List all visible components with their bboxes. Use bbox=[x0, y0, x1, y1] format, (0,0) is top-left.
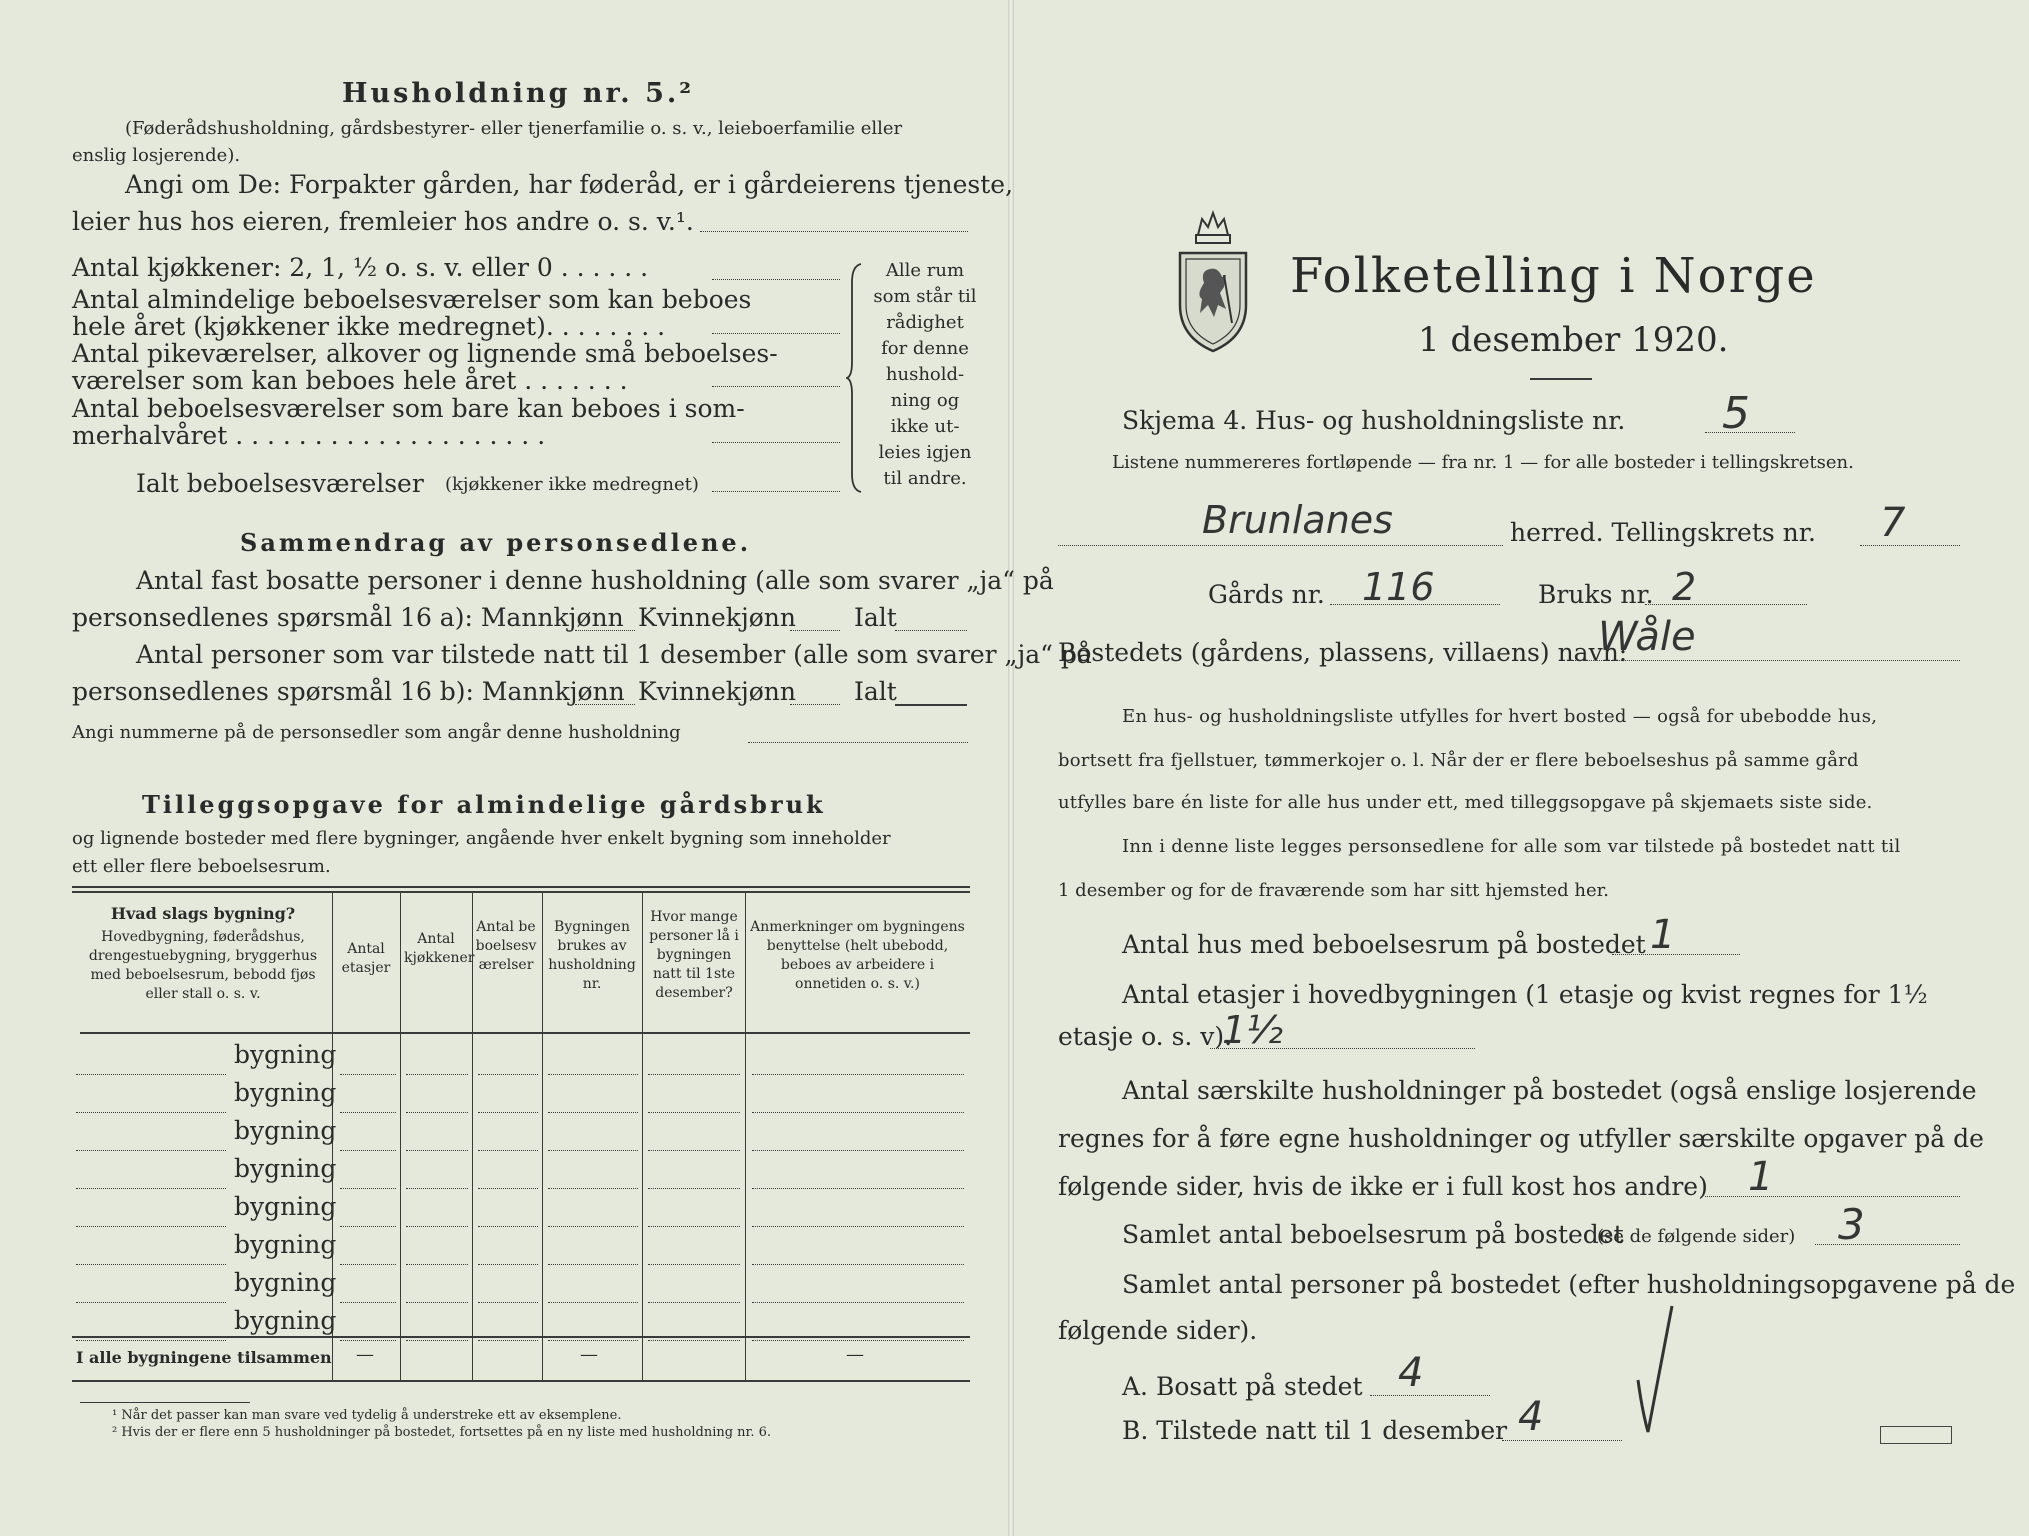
row-fill-line bbox=[752, 1074, 964, 1075]
building-row-label: bygning bbox=[234, 1154, 337, 1183]
rooms-summer-1: Antal beboelsesværelser som bare kan beboes i som- bbox=[72, 394, 745, 423]
row-fill-line bbox=[478, 1112, 538, 1113]
row-fill-line bbox=[340, 1074, 396, 1075]
ialt-label: Ialt beboelsesværelser bbox=[136, 469, 424, 498]
row-fill-line bbox=[548, 1112, 638, 1113]
summary-line-2: personsedlenes spørsmål 16 a): Mannkjønn bbox=[72, 603, 624, 632]
footnote-2: ² Hvis der er flere enn 5 husholdninger på bostedet, fortsettes på en ny liste med husholdning nr. 6. bbox=[112, 1425, 772, 1440]
a-bosatt-label: A. Bosatt på stedet bbox=[1122, 1372, 1363, 1401]
q-sarskilte-line-2: regnes for å føre egne husholdninger og utfyller særskilte opgaver på de bbox=[1058, 1124, 1984, 1153]
row-fill-line bbox=[648, 1188, 740, 1189]
para2-line-2: 1 desember og for de fraværende som har sitt hjemsted her. bbox=[1058, 880, 1609, 901]
building-row-label: bygning bbox=[234, 1116, 337, 1145]
angi-line-2: leier hus hos eieren, fremleier hos andre o. s. v.¹. bbox=[72, 207, 694, 236]
building-row-label: bygning bbox=[234, 1192, 337, 1221]
row-fill-line bbox=[478, 1188, 538, 1189]
skjema-label: Skjema 4. Hus- og husholdningsliste nr. bbox=[1122, 406, 1626, 435]
row-fill-line bbox=[548, 1226, 638, 1227]
row-fill-line bbox=[648, 1226, 740, 1227]
intro-line-2: enslig losjerende). bbox=[72, 145, 241, 166]
ialt-note: (kjøkkener ikke medregnet) bbox=[445, 474, 699, 495]
angi-line-1: Angi om De: Forpakter gården, har føderåd, er i gårdeierens tjeneste, bbox=[125, 170, 1014, 199]
krets-value[interactable]: 7 bbox=[1880, 500, 1906, 546]
q-sarskilte-value[interactable]: 1 bbox=[1748, 1154, 1774, 1200]
row-fill-line bbox=[340, 1112, 396, 1113]
page-fold bbox=[1008, 0, 1014, 1536]
q-samlet-pers-line-1: Samlet antal personer på bostedet (efter husholdningsopgavene på de bbox=[1122, 1270, 2016, 1299]
total-label: I alle bygningene tilsammen bbox=[76, 1348, 332, 1367]
q-etasjer-line-1: Antal etasjer i hovedbygningen (1 etasje og kvist regnes for 1½ bbox=[1122, 980, 1928, 1009]
row-fill-line bbox=[648, 1340, 740, 1341]
bosted-label: Bostedets (gårdens, plassens, villaens) navn: bbox=[1058, 638, 1628, 667]
row-fill-line bbox=[76, 1112, 226, 1113]
row-fill-line bbox=[76, 1226, 226, 1227]
row-fill-line bbox=[76, 1188, 226, 1189]
row-fill-line bbox=[76, 1302, 226, 1303]
row-fill-line bbox=[406, 1226, 468, 1227]
building-row-label: bygning bbox=[234, 1306, 337, 1335]
rooms-summer-2: merhalvåret . . . . . . . . . . . . . . . . . . . . bbox=[72, 421, 546, 450]
building-row-label: bygning bbox=[234, 1230, 337, 1259]
bruks-value[interactable]: 2 bbox=[1672, 565, 1697, 609]
summary-title: Sammendrag av personsedlene. bbox=[240, 528, 752, 557]
row-fill-line bbox=[752, 1112, 964, 1113]
rooms-ordinary-2: hele året (kjøkkener ikke medregnet). . . . . . . . bbox=[72, 312, 666, 341]
para1-line-2: bortsett fra fjellstuer, tømmerkojer o. l. Når der er flere beboelseshus på samme gård bbox=[1058, 750, 1859, 771]
row-fill-line bbox=[548, 1302, 638, 1303]
row-fill-line bbox=[548, 1074, 638, 1075]
row-fill-line bbox=[548, 1188, 638, 1189]
row-fill-line bbox=[406, 1302, 468, 1303]
a-bosatt-value[interactable]: 4 bbox=[1398, 1350, 1424, 1396]
norwegian-coat-of-arms-icon bbox=[1170, 205, 1256, 355]
checkmark-icon bbox=[1632, 1300, 1682, 1440]
q-hus-label: Antal hus med beboelsesrum på bostedet bbox=[1122, 930, 1646, 959]
row-fill-line bbox=[406, 1264, 468, 1265]
row-fill-line bbox=[478, 1226, 538, 1227]
rooms-kitchens: Antal kjøkkener: 2, 1, ½ o. s. v. eller 0 . . . . . . bbox=[72, 253, 649, 282]
building-row-label: bygning bbox=[234, 1078, 337, 1107]
row-fill-line bbox=[340, 1188, 396, 1189]
intro-line-1: (Føderådshusholdning, gårdsbestyrer- eller tjenerfamilie o. s. v., leieboerfamilie eller bbox=[125, 118, 903, 139]
herred-label: herred. Tellingskrets nr. bbox=[1510, 518, 1816, 547]
q-sarskilte-line-1: Antal særskilte husholdninger på bostedet (også enslige losjerende bbox=[1122, 1076, 1977, 1105]
row-fill-line bbox=[752, 1340, 964, 1341]
q-samlet-pers-line-2: følgende sider). bbox=[1058, 1316, 1258, 1345]
printer-stamp bbox=[1880, 1426, 1952, 1444]
row-fill-line bbox=[752, 1188, 964, 1189]
footnote-1: ¹ Når det passer kan man svare ved tydelig å understreke ett av eksemplene. bbox=[112, 1408, 622, 1423]
row-fill-line bbox=[478, 1264, 538, 1265]
bruks-label: Bruks nr. bbox=[1538, 580, 1654, 609]
numbering-note: Listene nummereres fortløpende — fra nr. 1 — for alle bosteder i tellingskretsen. bbox=[1112, 452, 1854, 473]
q-samlet-rum-note: (se de følgende sider) bbox=[1597, 1226, 1796, 1247]
header-rooms: Antal beboelsesværelser bbox=[475, 919, 537, 973]
total-remarks-dash: — bbox=[846, 1344, 864, 1365]
row-fill-line bbox=[478, 1302, 538, 1303]
summary-line-3: Antal personer som var tilstede natt til 1 desember (alle som svarer „ja“ på bbox=[136, 640, 1092, 669]
household-title: Husholdning nr. 5.² bbox=[342, 78, 695, 109]
building-row-label: bygning bbox=[234, 1040, 337, 1069]
row-fill-line bbox=[752, 1264, 964, 1265]
b-tilstede-value[interactable]: 4 bbox=[1518, 1394, 1544, 1440]
header-building-type: Hvad slags bygning? bbox=[110, 904, 296, 923]
rooms-ordinary-1: Antal almindelige beboelsesværelser som kan beboes bbox=[72, 285, 752, 314]
row-fill-line bbox=[752, 1150, 964, 1151]
q-sarskilte-line-3: følgende sider, hvis de ikke er i full kost hos andre) bbox=[1058, 1172, 1708, 1201]
row-fill-line bbox=[548, 1150, 638, 1151]
row-fill-line bbox=[340, 1264, 396, 1265]
summary-line-1: Antal fast bosatte personer i denne husholdning (alle som svarer „ja“ på bbox=[136, 566, 1054, 595]
row-fill-line bbox=[478, 1150, 538, 1151]
header-building-desc: Hovedbygning, føderådshus, drengestuebygning, bryggerhus med beboelsesrum, bebodd fjøs eller stall o. s. v. bbox=[88, 929, 318, 1002]
row-fill-line bbox=[76, 1340, 226, 1341]
row-fill-line bbox=[648, 1074, 740, 1075]
q-hus-value[interactable]: 1 bbox=[1650, 912, 1676, 958]
total-used-dash: — bbox=[580, 1344, 598, 1365]
addendum-title: Tilleggsopgave for almindelige gårdsbruk bbox=[142, 790, 826, 819]
gards-value[interactable]: 116 bbox=[1362, 565, 1435, 609]
row-fill-line bbox=[76, 1074, 226, 1075]
row-fill-line bbox=[406, 1188, 468, 1189]
header-persons: Hvor mange personer lå i bygningen natt til 1ste desember? bbox=[649, 909, 739, 1001]
row-fill-line bbox=[340, 1150, 396, 1151]
row-fill-line bbox=[548, 1264, 638, 1265]
row-fill-line bbox=[340, 1340, 396, 1341]
herred-value[interactable]: Brunlanes bbox=[1202, 498, 1393, 542]
row-fill-line bbox=[406, 1340, 468, 1341]
building-row-label: bygning bbox=[234, 1268, 337, 1297]
gards-label: Gårds nr. bbox=[1208, 580, 1325, 609]
q-etasjer-line-2: etasje o. s. v). bbox=[1058, 1022, 1233, 1051]
rooms-maid-1: Antal pikeværelser, alkover og lignende små beboelses- bbox=[72, 339, 778, 368]
rooms-maid-2: værelser som kan beboes hele året . . . . . . . bbox=[72, 366, 628, 395]
b-tilstede-label: B. Tilstede natt til 1 desember bbox=[1122, 1416, 1508, 1445]
row-fill-line bbox=[648, 1150, 740, 1151]
row-fill-line bbox=[648, 1264, 740, 1265]
bracket-note: Alle rum som står til rådighet for denne hushold- ning og ikke ut- leies igjen til andre. bbox=[873, 260, 977, 489]
row-fill-line bbox=[478, 1074, 538, 1075]
header-remarks: Anmerkninger om bygningens benyttelse (helt ubebodd, beboes av arbeidere i onnetiden o. s. v.) bbox=[750, 919, 965, 992]
skjema-value[interactable]: 5 bbox=[1722, 388, 1750, 439]
summary-kvinne-2: Kvinnekjønn bbox=[638, 677, 796, 706]
row-fill-line bbox=[76, 1264, 226, 1265]
summary-ialt-1: Ialt bbox=[854, 603, 897, 632]
row-fill-line bbox=[406, 1112, 468, 1113]
header-kitchens: Antal kjøkkener bbox=[404, 931, 475, 966]
para1-line-1: En hus- og husholdningsliste utfylles for hvert bosted — også for ubebodde hus, bbox=[1122, 706, 1878, 727]
row-fill-line bbox=[76, 1150, 226, 1151]
bosted-value[interactable]: Wåle bbox=[1598, 614, 1696, 660]
row-fill-line bbox=[406, 1150, 468, 1151]
total-floors-dash: — bbox=[356, 1344, 374, 1365]
row-fill-line bbox=[548, 1340, 638, 1341]
row-fill-line bbox=[648, 1112, 740, 1113]
q-etasjer-value[interactable]: 1½ bbox=[1222, 1008, 1284, 1052]
brace-icon bbox=[846, 262, 866, 494]
addendum-line-2: ett eller flere beboelsesrum. bbox=[72, 856, 331, 877]
row-fill-line bbox=[648, 1302, 740, 1303]
para1-line-3: utfylles bare én liste for alle hus under ett, med tilleggsopgave på skjemaets siste side. bbox=[1058, 792, 1873, 813]
row-fill-line bbox=[478, 1340, 538, 1341]
row-fill-line bbox=[752, 1302, 964, 1303]
census-title: Folketelling i Norge bbox=[1290, 248, 1817, 304]
addendum-line-1: og lignende bosteder med flere bygninger, angående hver enkelt bygning som inneholder bbox=[72, 828, 891, 849]
summary-ialt-2: Ialt bbox=[854, 677, 897, 706]
summary-line-4: personsedlenes spørsmål 16 b): Mannkjønn bbox=[72, 677, 625, 706]
q-samlet-rum-label: Samlet antal beboelsesrum på bostedet bbox=[1122, 1220, 1624, 1249]
row-fill-line bbox=[406, 1074, 468, 1075]
para2-line-1: Inn i denne liste legges personsedlene for alle som var tilstede på bostedet natt til bbox=[1122, 836, 1901, 857]
row-fill-line bbox=[340, 1226, 396, 1227]
row-fill-line bbox=[752, 1226, 964, 1227]
header-used-by: Bygningen brukes av husholdning nr. bbox=[548, 919, 636, 992]
census-date: 1 desember 1920. bbox=[1418, 320, 1729, 360]
summary-kvinne-1: Kvinnekjønn bbox=[638, 603, 796, 632]
header-floors: Antal etasjer bbox=[341, 941, 391, 976]
summary-nummerne: Angi nummerne på de personsedler som angår denne husholdning bbox=[72, 722, 681, 743]
q-samlet-rum-value[interactable]: 3 bbox=[1838, 1200, 1865, 1249]
row-fill-line bbox=[340, 1302, 396, 1303]
